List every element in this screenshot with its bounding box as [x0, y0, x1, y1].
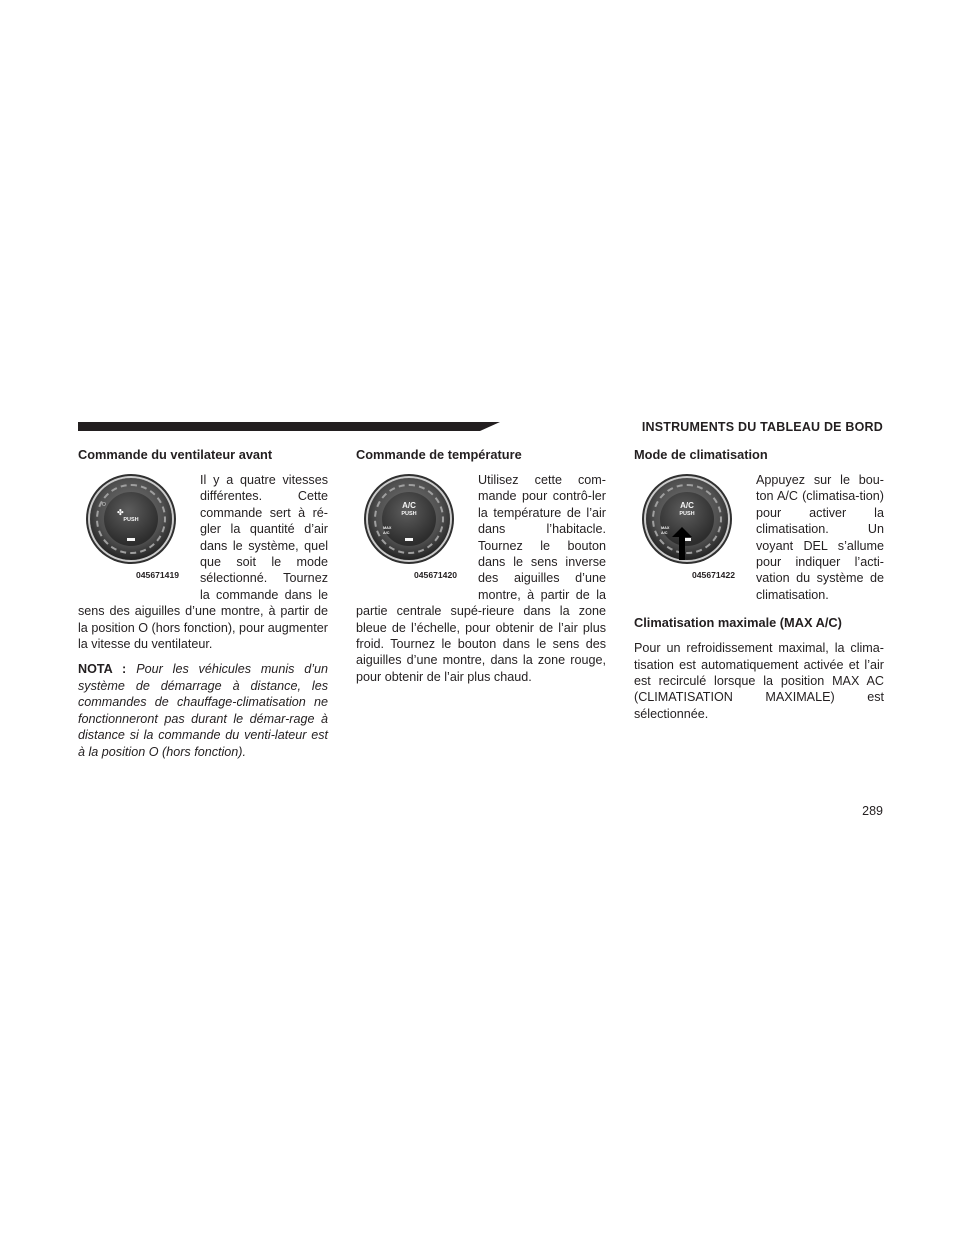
section-heading-fan: Commande du ventilateur avant [78, 447, 273, 462]
indicator-led-icon [405, 538, 413, 541]
figure-code: 045671420 [414, 570, 458, 580]
arrow-up-icon [677, 535, 687, 560]
figure-code: 045671419 [136, 570, 180, 580]
fan-control-description: Il y a quatre vitesses différentes. Cette commande sert à ré-gler la quantité d’air dans le système, quel que soit le mode sélectionné. Tournez la commande dans le sens des aiguilles d’une montre, à partir de la position O (hors fonction), pour augmenter la vitesse du ventilateur. [78, 473, 328, 652]
push-label: PUSH [679, 511, 695, 517]
push-label: PUSH [123, 517, 139, 523]
page-number: 289 [862, 804, 883, 818]
column-fan-control [78, 447, 328, 760]
section-heading-temperature: Commande de température [356, 447, 522, 462]
section-heading-ac-mode: Mode de climatisation [634, 447, 768, 462]
column-temperature-control [356, 447, 606, 685]
max-ac-label: MAX A/C [383, 526, 392, 535]
page-header-title: INSTRUMENTS DU TABLEAU DE BORD [641, 420, 883, 434]
push-label: PUSH [401, 511, 417, 517]
temperature-control-figure [356, 472, 468, 585]
ac-label: A/C [680, 501, 694, 510]
nota-label: NOTA : [78, 662, 127, 677]
temperature-control-knob [368, 478, 450, 560]
header-rule [78, 422, 480, 431]
off-position-label: O [102, 502, 106, 508]
max-ac-description: Pour un refroidissement maximal, la clima-tisation est automatiquement activée et l’air est recirculé lorsque la position MAX AC (CLIMATISATION MAXIMALE) est sélectionnée. [634, 641, 884, 721]
fan-icon: ✤ [117, 508, 124, 517]
ac-mode-figure [634, 472, 746, 585]
ac-mode-description: Appuyez sur le bou-ton A/C (climatisa-tion) pour activer la climatisation. Un voyant DEL s’allume pour indiquer l’acti-vation du système de climatisation. [756, 473, 884, 602]
nota-note [78, 661, 328, 759]
fan-control-knob [90, 478, 172, 560]
fan-control-figure [78, 472, 190, 585]
ac-label: A/C [402, 501, 416, 510]
column-ac-mode [634, 447, 884, 722]
nota-text: Pour les véhicules munis d’un système de démarrage à distance, les commandes de chauffage-climatisation ne fonctionneront pas durant le démar-rage à distance si la commande du venti-lateur est à la position O (hors fonction). [78, 662, 329, 759]
temperature-control-description: Utilisez cette com-mande pour contrô-ler la température de l’air dans l’habitacle. Tournez le bouton dans le sens inverse des aiguilles d’une montre, à partir de la partie centrale supé-rieure dans la zone bleue de l’échelle, pour obtenir de l’air plus froid. Tournez le bouton dans le sens des aiguilles d’une montre, dans la zone rouge, pour obtenir de l’air plus chaud. [356, 473, 606, 684]
section-heading-max-ac: Climatisation maximale (MAX A/C) [634, 615, 842, 631]
indicator-led-icon [127, 538, 135, 541]
max-ac-label: MAX A/C [661, 526, 670, 535]
figure-code: 045671422 [692, 570, 736, 580]
ac-mode-knob [646, 478, 728, 560]
